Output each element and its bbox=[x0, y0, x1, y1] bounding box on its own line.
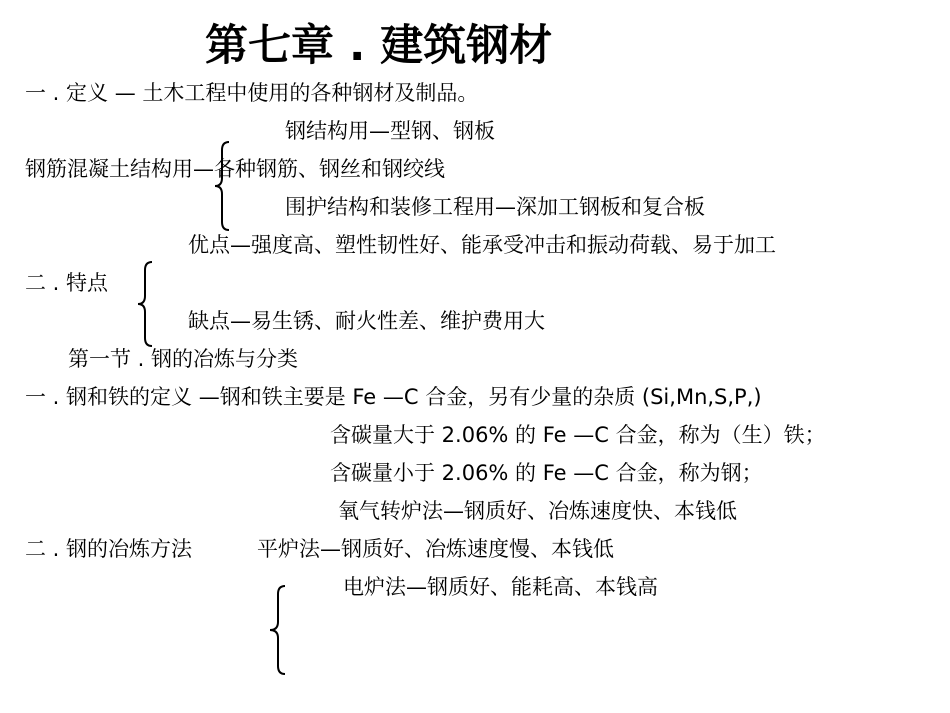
steel-iron-definition: 一 . 钢和铁的定义 —钢和铁主要是 Fe —C 合金，另有少量的杂质 (Si,Mn,S,P,) bbox=[25, 385, 762, 409]
smelting-methods-heading: 二 . 钢的冶炼方法 bbox=[25, 537, 193, 561]
usage-brace bbox=[212, 140, 232, 232]
definition-line: 一 . 定义 — 土木工程中使用的各种钢材及制品。 bbox=[25, 81, 479, 105]
enclosure-decoration-use: 围护结构和装修工程用—深加工钢板和复合板 bbox=[285, 195, 705, 219]
disadvantages-line: 缺点—易生锈、耐火性差、维护费用大 bbox=[188, 309, 545, 333]
smelting-brace bbox=[266, 584, 288, 676]
open-hearth-method: 平炉法—钢质好、冶炼速度慢、本钱低 bbox=[257, 537, 614, 561]
rc-structure-use: 钢筋混凝土结构用—各种钢筋、钢丝和钢绞线 bbox=[25, 157, 445, 181]
electric-furnace-method: 电炉法—钢质好、能耗高、本钱高 bbox=[343, 575, 658, 599]
features-brace bbox=[135, 260, 155, 348]
steel-structure-use: 钢结构用—型钢、钢板 bbox=[285, 119, 495, 143]
iron-carbon-content: 含碳量大于 2.06% 的 Fe —C 合金，称为（生）铁； bbox=[330, 423, 826, 447]
section-heading: 第一节 . 钢的冶炼与分类 bbox=[68, 347, 299, 371]
advantages-line: 优点—强度高、塑性韧性好、能承受冲击和振动荷载、易于加工 bbox=[188, 233, 776, 257]
characteristics-heading: 二 . 特点 bbox=[25, 271, 109, 295]
chapter-title: 第七章 . 建筑钢材 bbox=[205, 21, 553, 71]
steel-carbon-content: 含碳量小于 2.06% 的 Fe —C 合金，称为钢； bbox=[330, 461, 763, 485]
oxygen-converter-method: 氧气转炉法—钢质好、冶炼速度快、本钱低 bbox=[338, 499, 737, 523]
